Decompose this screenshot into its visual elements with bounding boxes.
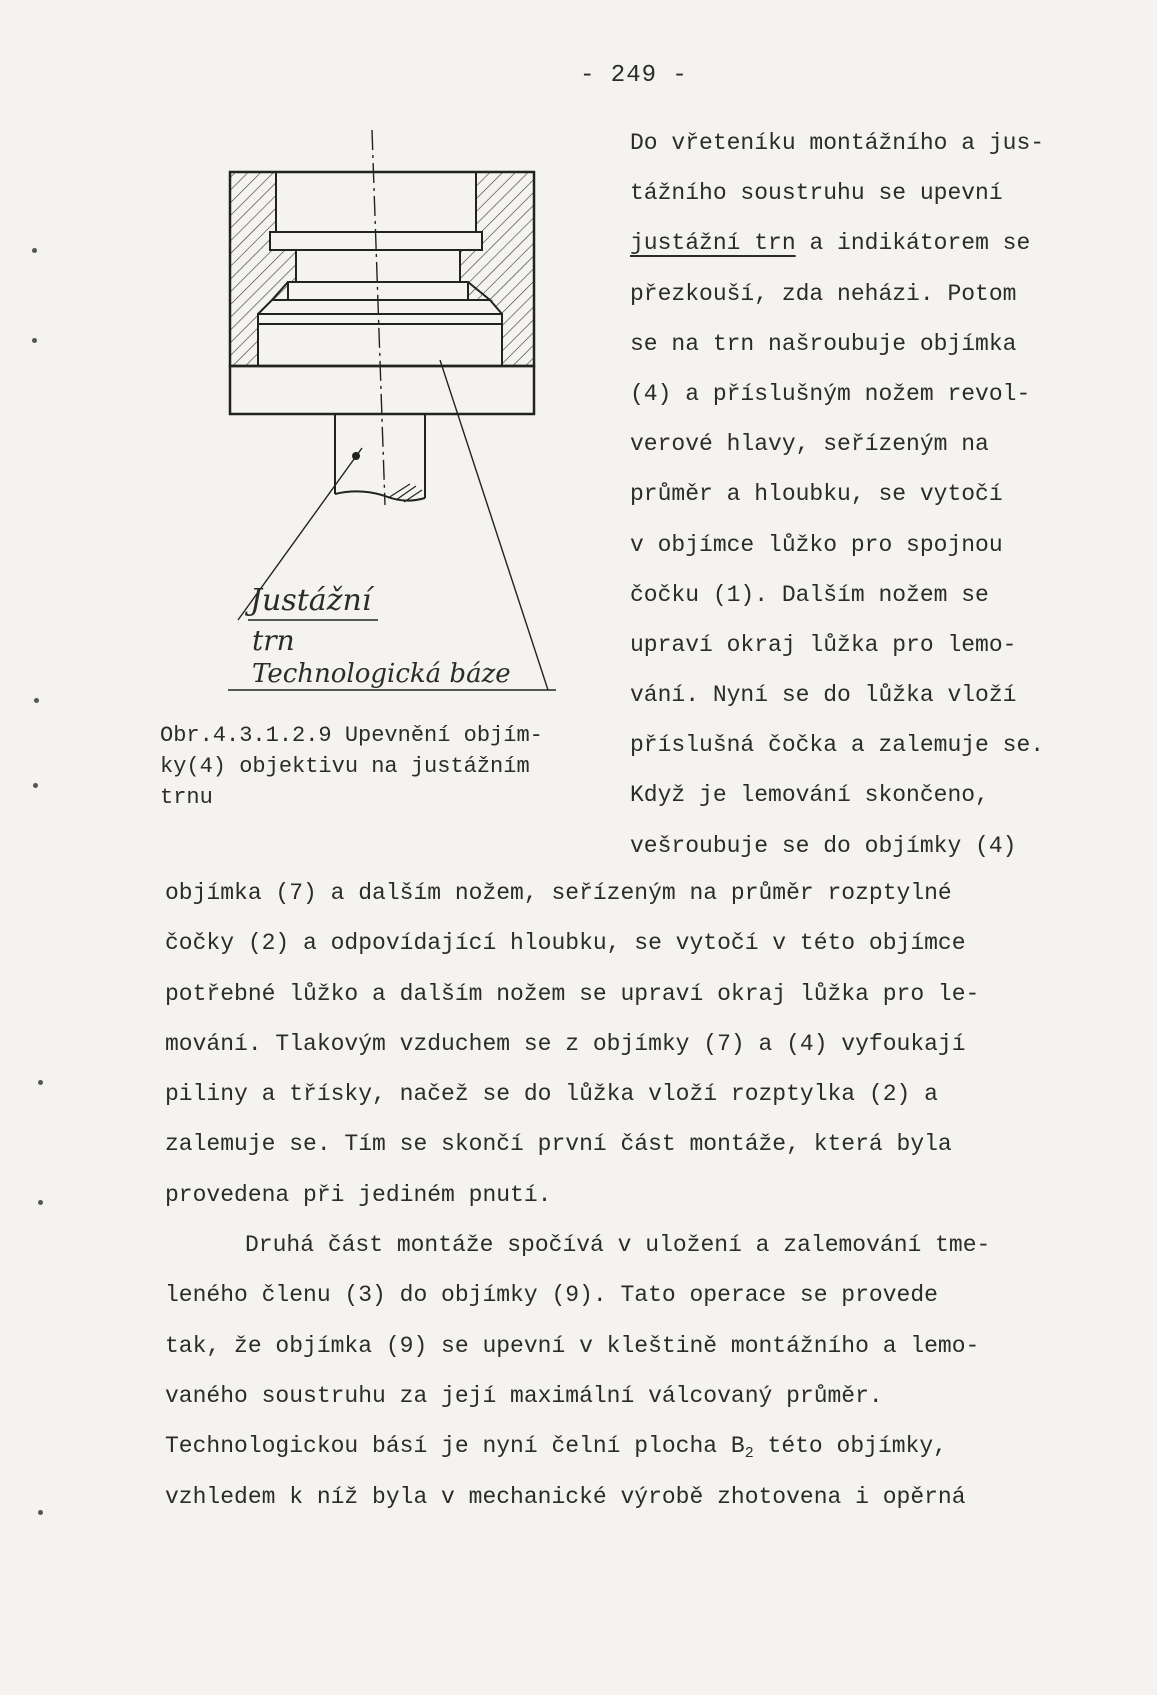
caption-line: ky(4) objektivu na justážním — [160, 754, 530, 779]
text-line: vání. Nyní se do lůžka vloží — [630, 682, 1017, 709]
text-line: tak, že objímka (9) se upevní v kleštině montážního a lemo- — [165, 1332, 980, 1359]
text-line: verové hlavy, seřízeným na — [630, 431, 989, 458]
margin-dot — [33, 783, 38, 788]
text-line: (4) a příslušným nožem revol- — [630, 380, 1031, 407]
text-line: Když je lemování skončeno, — [630, 782, 989, 809]
body-paragraph — [165, 868, 1125, 1522]
text-fragment: této objímky, — [753, 1433, 947, 1460]
text-line: leného členu (3) do objímky (9). Tato operace se provede — [165, 1282, 938, 1309]
text-line: objímka (7) a dalším nožem, seřízeným na průměr rozptylné — [165, 880, 952, 906]
text-line: v objímce lůžko pro spojnou — [630, 531, 1003, 558]
side-paragraph — [630, 118, 1130, 871]
text-line: mování. Tlakovým vzduchem se z objímky (7) a (4) vyfoukají — [165, 1030, 966, 1057]
label-justazni: Justážní — [250, 583, 372, 618]
text-line: Do vřeteníku montážního a jus- — [630, 130, 1045, 156]
text-line — [165, 1421, 1125, 1471]
text-line: tážního soustruhu se upevní — [630, 180, 1003, 207]
text-line: potřebné lůžko a dalším nožem se upraví okraj lůžka pro le- — [165, 980, 980, 1007]
text-line: se na trn našroubuje objímka — [630, 330, 1017, 357]
margin-dot — [34, 698, 39, 703]
text-line: čočku (1). Dalším nožem se — [630, 581, 989, 608]
text-line: průměr a hloubku, se vytočí — [630, 481, 1003, 508]
margin-dot — [38, 1510, 43, 1515]
text-line: piliny a třísky, načež se do lůžka vloží rozptylka (2) a — [165, 1081, 938, 1108]
text-line: Druhá část montáže spočívá v uložení a zalemování tme- — [245, 1232, 991, 1259]
text-fragment: a indikátorem se — [795, 230, 1031, 257]
underlined-term: justážní trn — [630, 230, 796, 257]
text-line: vešroubuje se do objímky (4) — [630, 832, 1017, 859]
margin-dot — [38, 1080, 43, 1085]
text-line: čočky (2) a odpovídající hloubku, se vytočí v této objímce — [165, 930, 966, 957]
text-line: provedena při jediném pnutí. — [165, 1181, 552, 1208]
label-technologicka-baze: Technologická báze — [252, 659, 511, 689]
text-line: vzhledem k níž byla v mechanické výrobě zhotovena i opěrná — [165, 1483, 966, 1510]
text-line: vaného soustruhu za její maximální válcovaný průměr. — [165, 1382, 883, 1409]
margin-dot — [38, 1200, 43, 1205]
caption-line: trnu — [160, 785, 213, 810]
text-fragment: Technologickou básí je nyní čelní plocha B — [165, 1433, 745, 1460]
margin-dot — [32, 338, 37, 343]
text-line: upraví okraj lůžka pro lemo- — [630, 631, 1017, 658]
subscript: 2 — [744, 1445, 754, 1463]
figure-caption — [160, 720, 600, 813]
label-trn: trn — [252, 624, 295, 657]
text-line: zalemuje se. Tím se skončí první část montáže, která byla — [165, 1131, 952, 1158]
caption-line: Obr.4.3.1.2.9 Upevnění objím- — [160, 723, 543, 748]
page-number: - 249 - — [580, 62, 688, 89]
margin-dot — [32, 248, 37, 253]
text-line — [630, 218, 1130, 268]
text-line: přezkouší, zda neházi. Potom — [630, 280, 1017, 307]
text-line: příslušná čočka a zalemuje se. — [630, 732, 1045, 759]
